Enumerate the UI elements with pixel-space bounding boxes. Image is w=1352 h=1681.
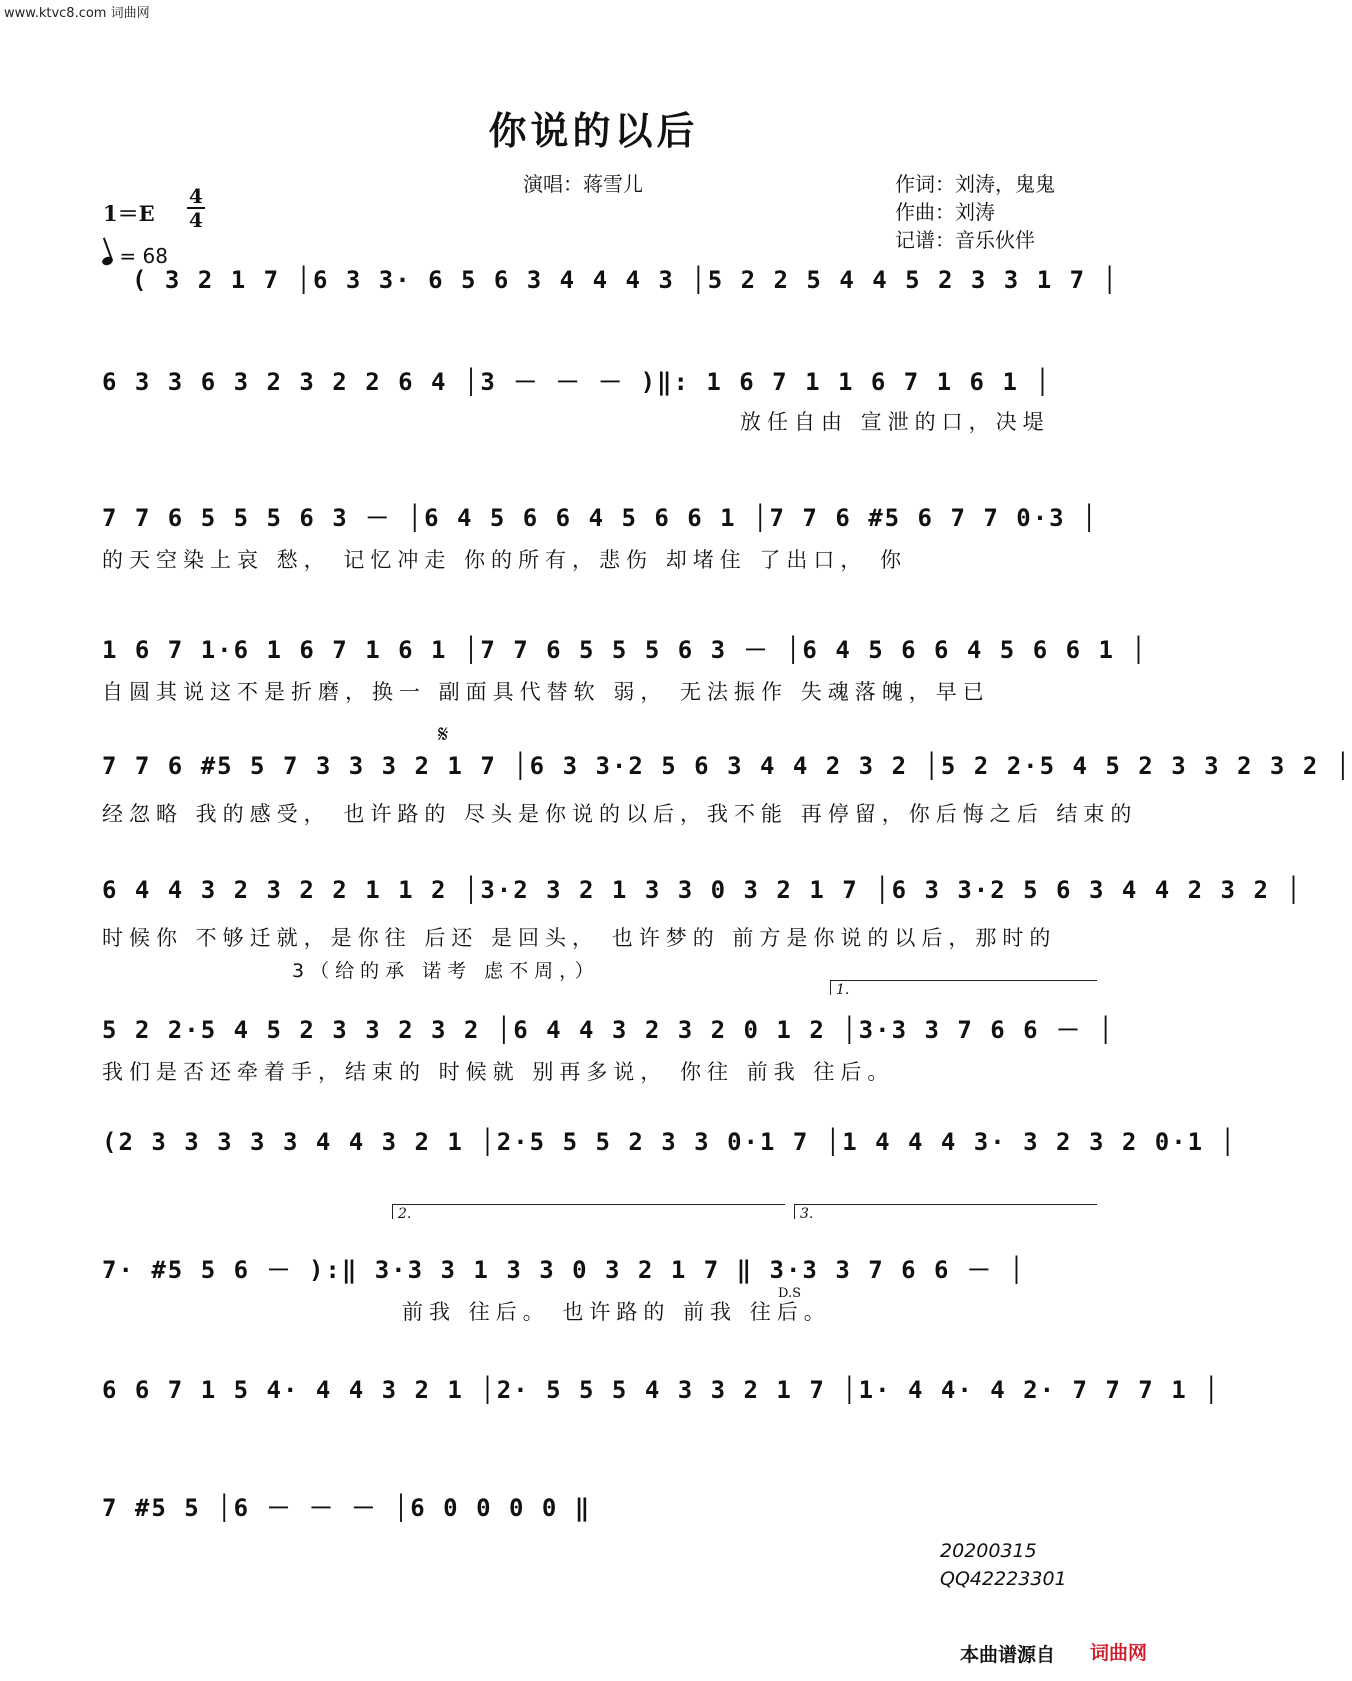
ds-mark: D.S [778,1286,801,1301]
time-signature [187,186,205,230]
first-ending-label: 1. [836,982,850,998]
score-line-6-notes: 6 4 4 3 2 3 2 2 1 1 2 │3·2 3 2 1 3 3 0 3 2 1 7 │6 3 3·2 5 6 3 4 4 2 3 2 │ [102,876,1303,904]
footer-date: 20200315 [940,1540,1037,1562]
tempo-marking [102,244,168,268]
quarter-note-icon [101,255,114,266]
source-text: 本曲谱源自 [960,1644,1056,1666]
score-line-1-notes: ( 3 2 1 7 │6 3 3· 6 5 6 3 4 4 4 3 │5 2 2 5 4 4 5 2 3 3 1 7 │ [132,266,1119,294]
tempo-value: = 68 [119,244,168,268]
composer-credit: 作曲：刘涛 [895,200,995,224]
score-line-5-notes: 7 7 6 #5 5 7 3 3 3 2 1 7 │6 3 3·2 5 6 3 4 4 2 3 2 │5 2 2·5 4 5 2 3 3 2 3 2 │ [102,752,1352,780]
time-signature-top: 4 [189,184,203,208]
brand-logo-text[interactable]: 词曲网 [1090,1642,1148,1664]
time-signature-bottom: 4 [189,208,203,232]
site-url[interactable]: www.ktvc8.com 词曲网 [4,6,150,21]
score-line-2-notes: 6 3 3 6 3 2 3 2 2 6 4 │3 － － － )‖: 1 6 7 1 1 6 7 1 6 1 │ [102,368,1052,396]
second-ending-label: 2. [398,1206,412,1222]
score-line-7-notes: 5 2 2·5 4 5 2 3 3 2 3 2 │6 4 4 3 2 3 2 0 1 2 │3·3 3 7 6 6 － │ [102,1016,1115,1044]
score-line-7-lyric: 我们是否还牵着手，结束的 时候就 别再多说， 你往 前我 往后。 [102,1060,895,1084]
third-ending-bracket [794,1204,1097,1219]
second-ending-bracket [392,1204,785,1219]
third-ending-label: 3. [800,1206,814,1222]
key-signature: 1＝E [103,201,155,226]
page-title: 你说的以后 [488,108,699,153]
singer-credit: 演唱：蒋雪儿 [523,172,643,196]
alternate-lyric: 3（给的承 诺考 虑不周，） [292,960,600,982]
score-line-9-notes: 7· #5 5 6 － ):‖ 3·3 3 1 3 3 0 3 2 1 7 ‖ 3·3 3 7 6 6 － │ [102,1256,1026,1284]
score-line-6-lyric: 时候你 不够迁就，是你往 后还 是回头， 也许梦的 前方是你说的以后，那时的 [102,926,1057,950]
first-ending-bracket [830,980,1097,995]
footer-qq: QQ42223301 [940,1568,1067,1590]
score-line-8-notes: (2 3 3 3 3 3 4 4 3 2 1 │2·5 5 5 2 3 3 0·1 7 │1 4 4 4 3· 3 2 3 2 0·1 │ [102,1128,1237,1156]
score-line-2-lyric: 放任自由 宣泄的口，决堤 [740,410,1050,434]
score-line-4-notes: 1 6 7 1·6 1 6 7 1 6 1 │7 7 6 5 5 5 6 3 － │6 4 5 6 6 4 5 6 6 1 │ [102,636,1148,664]
score-line-3-notes: 7 7 6 5 5 5 6 3 － │6 4 5 6 6 4 5 6 6 1 │7 7 6 #5 6 7 7 0·3 │ [102,504,1099,532]
lyricist-credit: 作词：刘涛，鬼鬼 [895,172,1055,196]
score-line-10-notes: 6 6 7 1 5 4· 4 4 3 2 1 │2· 5 5 5 4 3 3 2 1 7 │1· 4 4· 4 2· 7 7 7 1 │ [102,1376,1221,1404]
score-line-5-lyric: 经忽略 我的感受， 也许路的 尽头是你说的以后，我不能 再停留，你后悔之后 结束的 [102,802,1138,826]
score-line-3-lyric: 的天空染上哀 愁， 记忆冲走 你的所有，悲伤 却堵住 了出口， 你 [102,548,908,572]
score-line-4-lyric: 自圆其说这不是折磨，换一 副面具代替软 弱， 无法振作 失魂落魄，早已 [102,680,990,704]
score-line-11-notes: 7 #5 5 │6 － － － │6 0 0 0 0 ‖ [102,1494,592,1522]
transcriber-credit: 记谱：音乐伙伴 [895,228,1035,252]
segno-sign: 𝄋 [438,720,449,748]
score-line-9-lyric: 前我 往后。 也许路的 前我 往后。 [402,1300,831,1324]
